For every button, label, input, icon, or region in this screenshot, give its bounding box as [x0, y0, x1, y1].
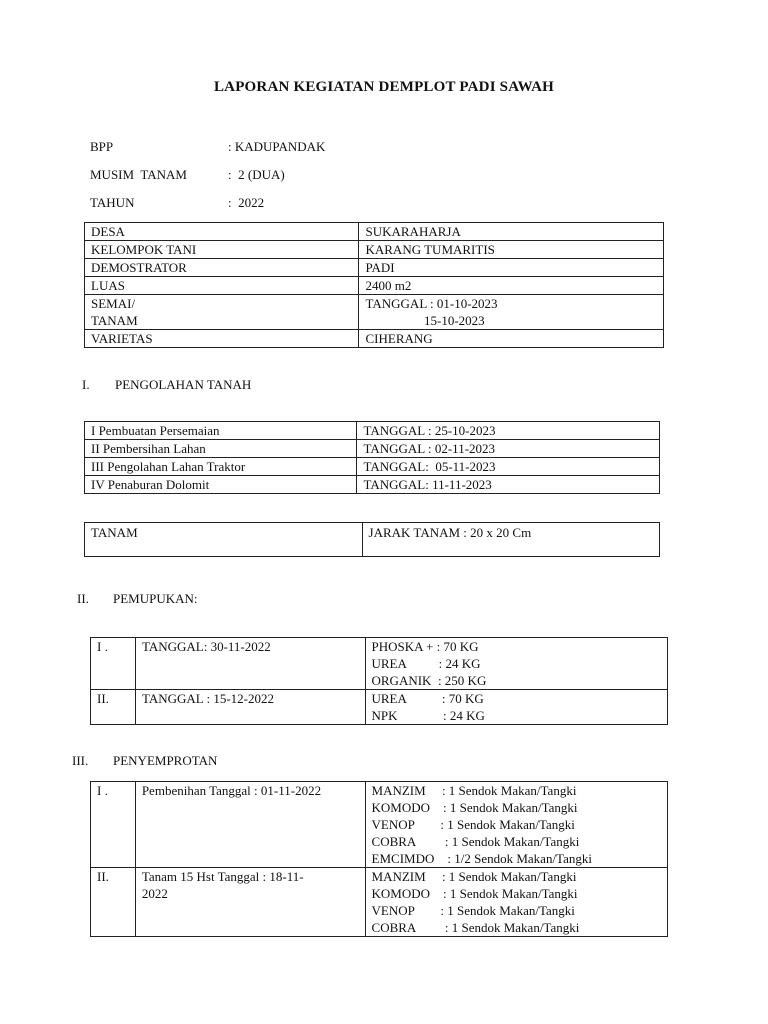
info-value: CIHERANG — [359, 330, 664, 348]
info-table — [84, 222, 664, 348]
info-value-line: TANGGAL : 01-10-2023 — [365, 296, 498, 311]
table-row — [91, 638, 668, 690]
table-row — [85, 440, 660, 458]
row-number: II. — [91, 868, 136, 937]
info-value — [359, 295, 664, 330]
spray-description — [135, 868, 365, 937]
info-value: PADI — [359, 259, 664, 277]
table-row — [85, 277, 664, 295]
info-value: 2400 m2 — [359, 277, 664, 295]
table-row — [85, 458, 660, 476]
spray-description-line: Pembenihan Tanggal : 01-11-2022 — [141, 783, 322, 798]
table-row — [85, 330, 664, 348]
activity-label: IV Penaburan Dolomit — [85, 476, 357, 494]
pesticide-item: EMCIMDO : 1/2 Sendok Makan/Tangki — [371, 851, 592, 866]
activity-date: TANGGAL : 25-10-2023 — [357, 422, 660, 440]
pesticide-list — [365, 868, 667, 937]
table-row — [85, 241, 664, 259]
fertilizer-list — [365, 638, 668, 690]
table-row — [85, 259, 664, 277]
tanam-value: JARAK TANAM : 20 x 20 Cm — [362, 523, 659, 557]
info-value: SUKARAHARJA — [359, 223, 664, 241]
fertilizer-item: ORGANIK : 250 KG — [371, 673, 487, 688]
table-row — [91, 868, 668, 937]
fertilizer-item: UREA : 70 KG — [371, 691, 484, 706]
fertilizer-item: UREA : 24 KG — [371, 656, 481, 671]
table-row — [85, 295, 664, 330]
section-title: PENGOLAHAN TANAH — [115, 377, 252, 392]
meta-label-bpp: BPP — [90, 139, 114, 154]
meta-value-tahun: : 2022 — [228, 195, 265, 210]
info-label — [85, 295, 359, 330]
meta-value-bpp: : KADUPANDAK — [228, 139, 326, 154]
info-label: VARIETAS — [85, 330, 359, 348]
pesticide-item: COBRA : 1 Sendok Makan/Tangki — [371, 920, 580, 935]
table-row — [85, 422, 660, 440]
meta-label-musim: MUSIM TANAM — [90, 167, 187, 182]
pesticide-item: KOMODO : 1 Sendok Makan/Tangki — [371, 886, 578, 901]
info-label: KELOMPOK TANI — [85, 241, 359, 259]
fertilizer-item: NPK : 24 KG — [371, 708, 485, 723]
section-title: PENYEMPROTAN — [113, 753, 218, 768]
info-value-line: 15-10-2023 — [365, 313, 485, 328]
row-number: I . — [91, 782, 136, 868]
activity-label: I Pembuatan Persemaian — [85, 422, 357, 440]
table-row — [85, 523, 660, 557]
row-number: II. — [91, 690, 136, 725]
spray-description-line: 2022 — [141, 886, 168, 901]
fertilizer-list — [365, 690, 668, 725]
pengolahan-table — [84, 421, 660, 494]
activity-date: TANGGAL : 02-11-2023 — [357, 440, 660, 458]
document-title: LAPORAN KEGIATAN DEMPLOT PADI SAWAH — [213, 79, 555, 95]
info-label: DESA — [85, 223, 359, 241]
table-row — [91, 782, 668, 868]
fertilizer-item: PHOSKA + : 70 KG — [371, 639, 479, 654]
info-value: KARANG TUMARITIS — [359, 241, 664, 259]
section-title: PEMUPUKAN: — [113, 591, 198, 606]
penyemprotan-table — [90, 781, 668, 937]
section-number: I. — [82, 377, 90, 392]
activity-label: II Pembersihan Lahan — [85, 440, 357, 458]
tanam-label: TANAM — [85, 523, 363, 557]
pesticide-item: VENOP : 1 Sendok Makan/Tangki — [371, 903, 575, 918]
table-row — [85, 476, 660, 494]
activity-date: TANGGAL: 11-11-2023 — [357, 476, 660, 494]
section-number: III. — [72, 753, 89, 768]
pesticide-item: VENOP : 1 Sendok Makan/Tangki — [371, 817, 575, 832]
fertilizer-date: TANGGAL: 30-11-2022 — [135, 638, 365, 690]
pemupukan-table — [90, 637, 668, 725]
info-label: DEMOSTRATOR — [85, 259, 359, 277]
pesticide-item: COBRA : 1 Sendok Makan/Tangki — [371, 834, 580, 849]
table-row — [85, 223, 664, 241]
row-number: I . — [91, 638, 136, 690]
section-number: II. — [77, 591, 89, 606]
pesticide-item: MANZIM : 1 Sendok Makan/Tangki — [371, 783, 577, 798]
pesticide-list — [365, 782, 667, 868]
tanam-table — [84, 522, 660, 557]
info-label-line: SEMAI/ — [91, 296, 136, 311]
meta-value-musim: : 2 (DUA) — [228, 167, 285, 182]
spray-description — [135, 782, 365, 868]
info-label-line: TANAM — [91, 313, 138, 328]
activity-date: TANGGAL: 05-11-2023 — [357, 458, 660, 476]
info-label: LUAS — [85, 277, 359, 295]
spray-description-line: Tanam 15 Hst Tanggal : 18-11- — [141, 869, 304, 884]
fertilizer-date: TANGGAL : 15-12-2022 — [135, 690, 365, 725]
pesticide-item: MANZIM : 1 Sendok Makan/Tangki — [371, 869, 577, 884]
meta-label-tahun: TAHUN — [90, 195, 135, 210]
activity-label: III Pengolahan Lahan Traktor — [85, 458, 357, 476]
table-row — [91, 690, 668, 725]
pesticide-item: KOMODO : 1 Sendok Makan/Tangki — [371, 800, 578, 815]
